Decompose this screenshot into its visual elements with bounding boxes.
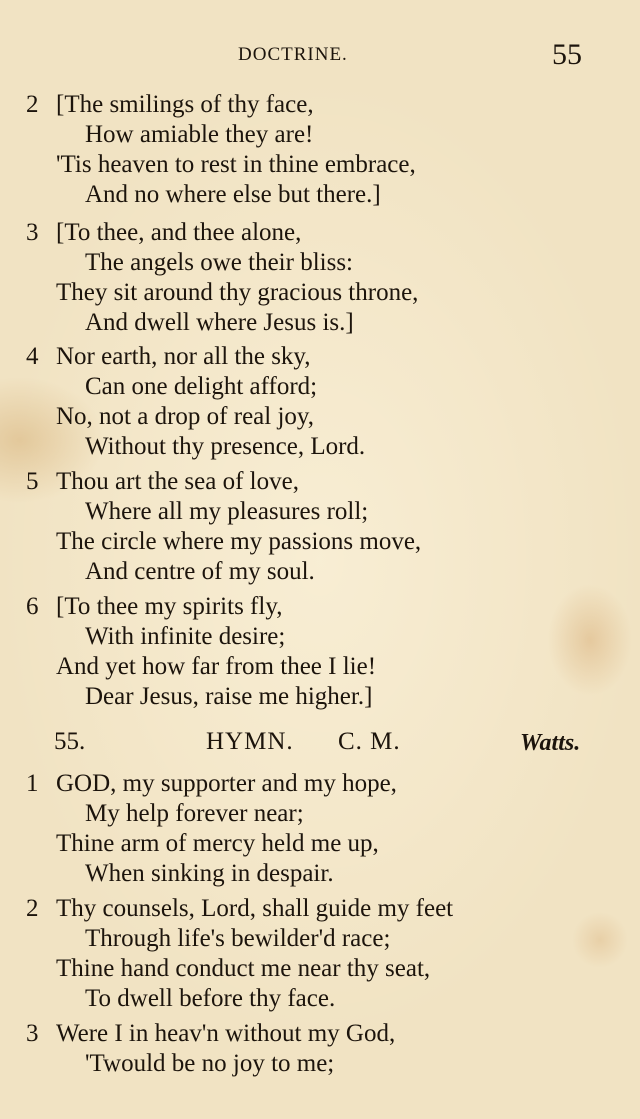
verse-line: Thy counsels, Lord, shall guide my feet xyxy=(56,895,454,922)
stanza-number: 4 xyxy=(26,343,39,370)
verse-line: How amiable they are! xyxy=(85,121,314,148)
verse-line: When sinking in despair. xyxy=(85,860,334,887)
verse-line: With infinite desire; xyxy=(85,623,286,650)
verse-line: 'Tis heaven to rest in thine embrace, xyxy=(56,151,416,178)
verse-line: Thou art the sea of love, xyxy=(56,468,299,495)
hymn-heading xyxy=(0,728,640,762)
verse-line: Dear Jesus, raise me higher.] xyxy=(85,683,373,710)
verse-line: And dwell where Jesus is.] xyxy=(85,309,354,336)
verse-line: Nor earth, nor all the sky, xyxy=(56,343,311,370)
hymn-number: 55. xyxy=(54,728,86,755)
stanza-number: 5 xyxy=(26,468,39,495)
verse-line: The circle where my passions move, xyxy=(56,528,422,555)
stanza-number: 3 xyxy=(26,219,39,246)
verse-line: And yet how far from thee I lie! xyxy=(56,653,377,680)
verse-line: The angels owe their bliss: xyxy=(85,249,353,276)
verse-line: And centre of my soul. xyxy=(85,558,315,585)
stanza-number: 3 xyxy=(26,1020,39,1047)
stanza-number: 1 xyxy=(26,770,39,797)
stanza-number: 2 xyxy=(26,895,39,922)
verse-line: My help forever near; xyxy=(85,800,304,827)
verse-line: They sit around thy gracious throne, xyxy=(56,279,419,306)
verse-line: Thine hand conduct me near thy seat, xyxy=(56,955,431,982)
verse-line: [The smilings of thy face, xyxy=(56,91,314,118)
hymn-title: HYMN. xyxy=(206,728,294,755)
verse-line: To dwell before thy face. xyxy=(85,985,336,1012)
verse-line: 'Twould be no joy to me; xyxy=(85,1050,335,1077)
verse-line: GOD, my supporter and my hope, xyxy=(56,770,397,797)
stanza-number: 2 xyxy=(26,91,39,118)
verse-line: [To thee my spirits fly, xyxy=(56,593,283,620)
verse-line: [To thee, and thee alone, xyxy=(56,219,302,246)
running-head: DOCTRINE. xyxy=(238,44,348,65)
stanza-number: 6 xyxy=(26,593,39,620)
verse-line: Can one delight afford; xyxy=(85,373,318,400)
hymn-meter: C. M. xyxy=(338,728,401,755)
hymn-author: Watts. xyxy=(520,730,581,756)
verse-line: Through life's bewilder'd race; xyxy=(85,925,391,952)
page-number: 55 xyxy=(552,38,582,71)
verse-line: Were I in heav'n without my God, xyxy=(56,1020,396,1047)
page-header xyxy=(0,38,640,78)
verse-line: Without thy presence, Lord. xyxy=(85,433,366,460)
verse-line: No, not a drop of real joy, xyxy=(56,403,315,430)
verse-line: And no where else but there.] xyxy=(85,181,381,208)
verse-line: Where all my pleasures roll; xyxy=(85,498,369,525)
verse-line: Thine arm of mercy held me up, xyxy=(56,830,379,857)
